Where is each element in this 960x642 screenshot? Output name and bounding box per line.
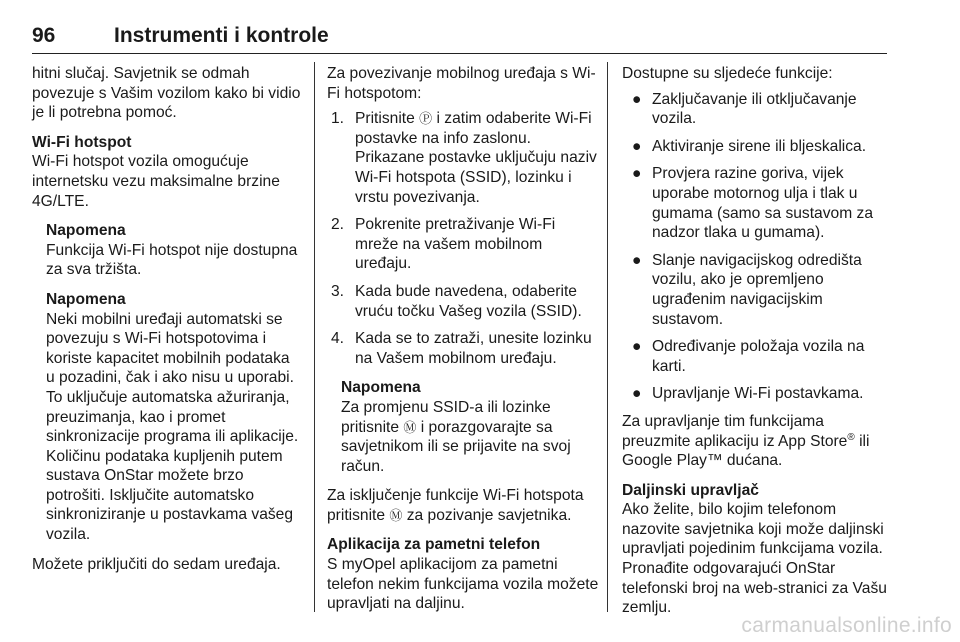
column-2: [327, 64, 599, 624]
smartphone-app-heading: Aplikacija za pametni telefon: [327, 536, 541, 554]
note-text: Funkcija Wi-Fi hotspot nije dostupna za sva tržišta.: [46, 241, 298, 279]
app-download-paragraph: Za upravljanje tim funkcijama preuzmite aplikaciju iz App Store® ili Google Play™ dućana.: [622, 412, 870, 470]
step-item: 3. Kada bude navedena, odaberite vruću točku Vašeg vozila (SSID).: [331, 282, 582, 320]
feature-item: ● Određivanje položaja vozila na karti.: [632, 338, 865, 375]
onstar-button-icon: Ⓜ: [403, 419, 417, 435]
step-number: 4.: [331, 330, 345, 348]
note-text: Za promjenu SSID-a ili lozinke pritisnite Ⓜ i porazgovarajte sa savjetnikom ili se prijavite na svoj račun.: [341, 398, 571, 475]
note-title: Napomena: [46, 290, 126, 308]
feature-item: ● Slanje navigacijskog odredišta vozilu, ako je opremljeno ugrađenim navigacijskim sustavom.: [632, 251, 862, 328]
column-3: [622, 64, 892, 628]
features-intro: Dostupne su sljedeće funkcije:: [622, 65, 833, 82]
note-title: Napomena: [341, 379, 421, 397]
feature-item: ● Upravljanje Wi-Fi postavkama.: [632, 385, 864, 403]
onstar-button-icon: Ⓜ: [389, 507, 403, 523]
step-number: 2.: [331, 216, 345, 234]
remote-control-heading: Daljinski upravljač: [622, 481, 759, 499]
wifi-hotspot-paragraph: Wi-Fi hotspot vozila omogućuje internetsku vezu maksimalne brzine 4G/LTE.: [32, 153, 280, 210]
intro-paragraph: hitni slučaj. Savjetnik se odmah povezuje s Vašim vozilom kako bi vidio je li potrebna pomoć.: [32, 65, 301, 122]
bullet-icon: ●: [632, 338, 642, 356]
note-title: Napomena: [46, 222, 126, 240]
column-divider-1: [314, 62, 315, 612]
bullet-icon: ●: [632, 90, 642, 108]
bullet-icon: ●: [632, 165, 642, 183]
column-divider-2: [607, 62, 608, 612]
step-item: 2. Pokrenite pretraživanje Wi-Fi mreže na vašem mobilnom uređaju.: [331, 216, 556, 273]
note-text: Neki mobilni uređaji automatski se povezuju s Wi-Fi hotspotovima i koriste kapacitet mobilnih podataka u pozadini, čak i ako nisu u uporabi. To uključuje automatska ažuriranja, preuzimanja, kao i promet sinkronizacije programa ili aplikacije. Količinu podataka kupljenih putem sustava OnStar možete brzo potrošiti. Isključite automatsko sinkroniziranje u postavkama vašeg vozila.: [46, 310, 299, 544]
column-1: [32, 64, 302, 584]
phone-button-icon: Ⓟ: [419, 111, 433, 127]
feature-item: ● Aktiviranje sirene ili bljeskalica.: [632, 137, 867, 155]
bullet-icon: ●: [632, 251, 642, 269]
page-header: [32, 22, 887, 54]
note-change-ssid: [341, 378, 599, 476]
watermark: carmanualsonline.info: [741, 614, 952, 637]
feature-item: ● Zaključavanje ili otključavanje vozila.: [632, 90, 857, 128]
smartphone-app-paragraph: S myOpel aplikacijom za pametni telefon nekim funkcijama vozila možete upravljati na daljinu.: [327, 556, 599, 613]
disable-hotspot-paragraph: Za isključenje funkcije Wi-Fi hotspota pritisnite Ⓜ za pozivanje savjetnika.: [327, 487, 584, 524]
device-limit-paragraph: Možete priključiti do sedam uređaja.: [32, 555, 281, 573]
features-list: [622, 90, 892, 404]
chapter-title: Instrumenti i kontrole: [114, 24, 329, 47]
registered-mark: ®: [847, 431, 855, 443]
step-number: 3.: [331, 282, 345, 300]
page-number: 96: [32, 24, 56, 47]
bullet-icon: ●: [632, 137, 642, 155]
connect-intro: Za povezivanje mobilnog uređaja s Wi-Fi hotspotom:: [327, 65, 596, 102]
connect-steps-list: [327, 109, 599, 368]
wifi-hotspot-heading: Wi-Fi hotspot: [32, 133, 132, 151]
bullet-icon: ●: [632, 385, 642, 403]
step-item: 4. Kada se to zatraži, unesite lozinku na Vašem mobilnom uređaju.: [331, 330, 592, 367]
feature-item: ● Provjera razine goriva, vijek uporabe motornog ulja i tlak u gumama (samo sa sustavom za nadzor tlaka u gumama).: [632, 165, 873, 242]
step-item: 1. Pritisnite Ⓟ i zatim odaberite Wi-Fi postavke na info zaslonu. Prikazane postavke uključuju naziv Wi-Fi hotspota (SSID), lozinku i vrstu povezivanja.: [331, 110, 597, 206]
remote-control-paragraph: Ako želite, bilo kojim telefonom nazovite savjetnika koji može daljinski upravljati pojedinim funkcijama vozila. Pronađite odgovarajući OnStar telefonski broj na web-stranici za Vašu zemlju.: [622, 501, 887, 617]
note-availability: [46, 221, 302, 280]
note-data-usage: [46, 290, 302, 545]
step-number: 1.: [331, 110, 345, 128]
